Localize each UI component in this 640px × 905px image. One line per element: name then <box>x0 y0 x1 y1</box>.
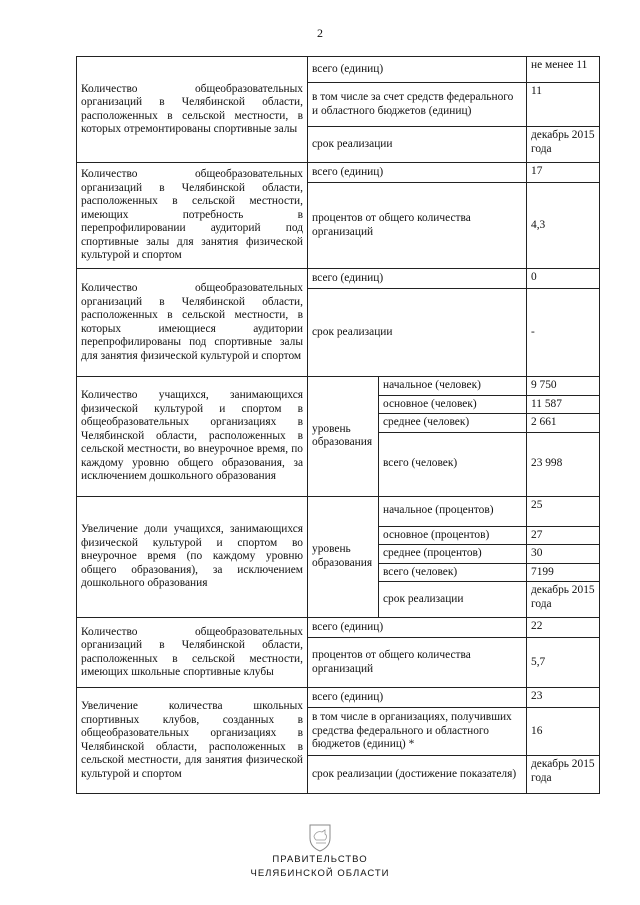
sub-label-cell: всего (единиц) <box>308 618 527 638</box>
sub-label-cell: основное (процентов) <box>379 526 527 545</box>
sub-label-cell: среднее (человек) <box>379 414 527 433</box>
table-row <box>77 496 600 526</box>
sub-label-cell: срок реализации <box>308 127 527 163</box>
sub-label-cell: всего (человек) <box>379 563 527 582</box>
sub-label-cell: всего (человек) <box>379 432 527 496</box>
level-cell: уровень образования <box>308 496 379 618</box>
value-cell: 25 <box>527 496 600 526</box>
sub-label-cell: всего (единиц) <box>308 163 527 183</box>
indicator-cell: Количество учащихся, занимающихся физической культурой и спортом в общеобразовательных организациях в Челябинской области, расположенных в сельской местности, во внеурочное время, по каждому уровню общего образования, за исключением дошкольного образования <box>77 377 308 497</box>
sub-label-cell: срок реализации <box>379 582 527 618</box>
value-cell: не менее 11 <box>527 57 600 83</box>
table-row <box>77 163 600 183</box>
value-cell: декабрь 2015 года <box>527 582 600 618</box>
sub-label-cell: в том числе в организациях, получивших средства федерального и областного бюджетов (единиц) * <box>308 708 527 756</box>
indicator-cell: Количество общеобразовательных организаций в Челябинской области, расположенных в сельской местности, имеющих школьные спортивные клубы <box>77 618 308 688</box>
indicator-cell: Увеличение количества школьных спортивных клубов, созданных в общеобразовательных организациях в Челябинской области, расположенных в сельской местности, для занятия физической культурой и спортом <box>77 688 308 794</box>
sub-label-cell: всего (единиц) <box>308 57 527 83</box>
value-cell: 7199 <box>527 563 600 582</box>
indicator-cell: Количество общеобразовательных организаций в Челябинской области, расположенных в сельской местности, в которых имеющиеся аудитории перепрофилированы под спортивные залы для занятия физической культурой и спортом <box>77 269 308 377</box>
table-row <box>77 377 600 396</box>
sub-label-cell: процентов от общего количества организаций <box>308 638 527 688</box>
value-cell: 27 <box>527 526 600 545</box>
value-cell: 23 998 <box>527 432 600 496</box>
page-number: 2 <box>317 26 323 40</box>
value-cell: 2 661 <box>527 414 600 433</box>
value-cell: 23 <box>527 688 600 708</box>
value-cell: 11 <box>527 83 600 127</box>
sub-label-cell: всего (единиц) <box>308 269 527 289</box>
indicator-cell: Количество общеобразовательных организаций в Челябинской области, расположенных в сельской местности, имеющих потребность в перепрофилировании аудиторий под спортивные залы для занятия физической культурой и спортом <box>77 163 308 269</box>
chelyabinsk-coat-of-arms-icon <box>307 822 333 852</box>
value-cell: 17 <box>527 163 600 183</box>
level-cell: уровень образования <box>308 377 379 497</box>
sub-label-cell: основное (человек) <box>379 395 527 414</box>
value-cell: 5,7 <box>527 638 600 688</box>
sub-label-cell: срок реализации <box>308 289 527 377</box>
sub-label-cell: всего (единиц) <box>308 688 527 708</box>
value-cell: 0 <box>527 269 600 289</box>
sub-label-cell: процентов от общего количества организаций <box>308 183 527 269</box>
table-row <box>77 618 600 638</box>
value-cell: 16 <box>527 708 600 756</box>
table-row <box>77 269 600 289</box>
value-cell: 4,3 <box>527 183 600 269</box>
value-cell: декабрь 2015 года <box>527 756 600 794</box>
indicator-cell: Увеличение доли учащихся, занимающихся физической культурой и спортом во внеурочное время (по каждому уровню общего образования), за исключением дошкольного образования <box>77 496 308 618</box>
value-cell: 11 587 <box>527 395 600 414</box>
sub-label-cell: начальное (процентов) <box>379 496 527 526</box>
value-cell: 30 <box>527 545 600 564</box>
value-cell: 9 750 <box>527 377 600 396</box>
sub-label-cell: среднее (процентов) <box>379 545 527 564</box>
table-row <box>77 57 600 83</box>
indicators-table <box>76 56 600 794</box>
table-row <box>77 688 600 708</box>
value-cell: декабрь 2015 года <box>527 127 600 163</box>
value-cell: 22 <box>527 618 600 638</box>
region-label: ЧЕЛЯБИНСКОЙ ОБЛАСТИ <box>250 868 390 879</box>
value-cell: - <box>527 289 600 377</box>
indicator-cell: Количество общеобразовательных организаций в Челябинской области, расположенных в сельской местности, в которых отремонтированы спортивные залы <box>77 57 308 163</box>
sub-label-cell: начальное (человек) <box>379 377 527 396</box>
sub-label-cell: срок реализации (достижение показателя) <box>308 756 527 794</box>
sub-label-cell: в том числе за счет средств федерального и областного бюджетов (единиц) <box>308 83 527 127</box>
footer <box>0 822 640 880</box>
government-label: ПРАВИТЕЛЬСТВО <box>272 854 368 865</box>
